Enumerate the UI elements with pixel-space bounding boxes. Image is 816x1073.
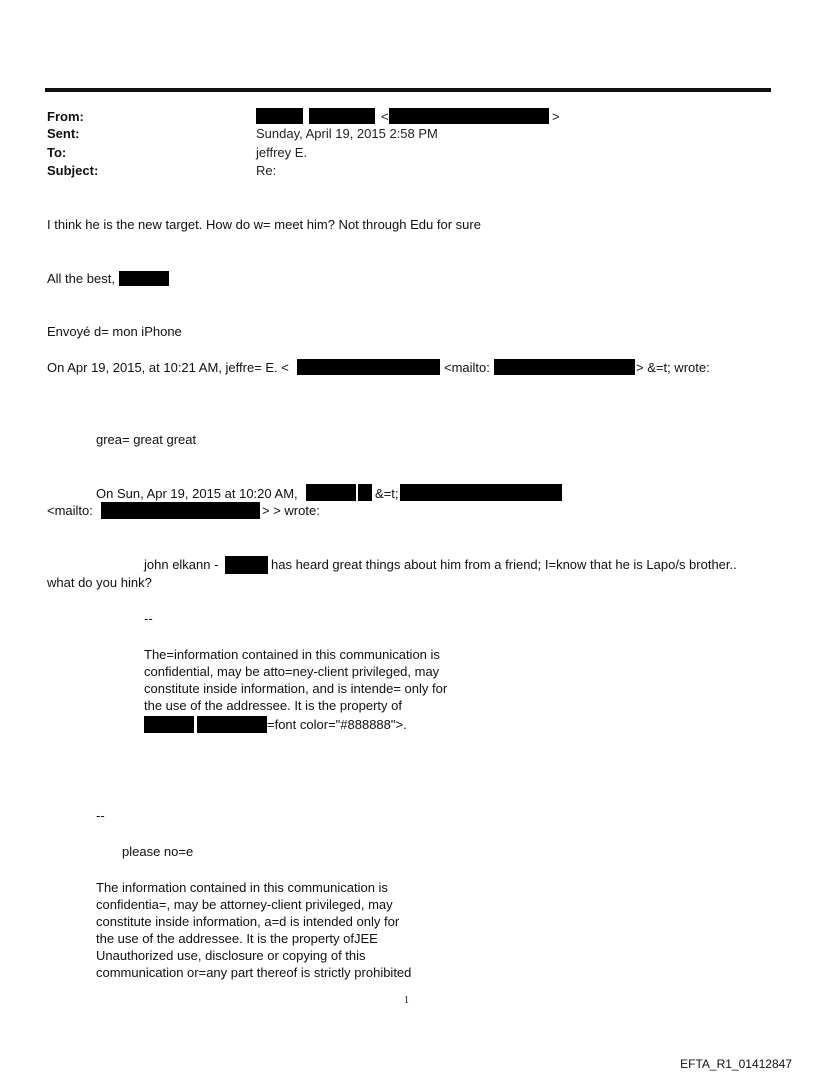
on-sun-amp: &=t; [375, 486, 399, 501]
separator-dash: -- [144, 611, 153, 626]
mailto2-suffix: > > wrote: [262, 503, 320, 518]
on-apr-mailto: <mailto: [444, 360, 490, 375]
redaction-block [256, 108, 303, 124]
john-suffix: has heard great things about him from a friend; I=know that he is Lapo/s brother.. [271, 557, 737, 572]
body-line-1: I think he is the new target. How do w= meet him? Not through Edu for sure [47, 217, 481, 232]
from-lt: < [381, 109, 389, 124]
separator-dash: -- [96, 808, 105, 823]
confidentiality-line: confidential, may be atto=ney-client privileged, may [144, 664, 440, 679]
subject-value: Re: [256, 163, 277, 178]
confidentiality-line: constitute inside information, and is intende= only for [144, 681, 448, 696]
confidentiality-line: confidentia=, may be attorney-client privileged, may [96, 897, 393, 912]
please-note: please no=e [122, 844, 194, 859]
john-line-2: what do you hink? [47, 575, 152, 590]
confidentiality-line: constitute inside information, a=d is intended only for [96, 914, 400, 929]
great-line: grea= great great [96, 432, 197, 447]
sent-value: Sunday, April 19, 2015 2:58 PM [256, 126, 438, 141]
redaction-block [144, 716, 194, 733]
redaction-block [400, 484, 562, 501]
confidentiality-line: Unauthorized use, disclosure or copying of this [96, 948, 366, 963]
from-label: From: [47, 109, 84, 124]
redaction-block [494, 359, 635, 375]
on-sun-prefix: On Sun, Apr 19, 2015 at 10:20 AM, [96, 486, 298, 501]
confidentiality-line: the use of the addressee. It is the property of [144, 698, 402, 713]
confidentiality-line: the use of the addressee. It is the property ofJEE [96, 931, 378, 946]
redaction-block [309, 108, 375, 124]
redaction-block [306, 484, 356, 501]
john-prefix: john elkann - [144, 557, 219, 572]
on-apr-suffix: > &=t; wrote: [636, 360, 710, 375]
redaction-block [119, 271, 169, 286]
header-rule [45, 88, 771, 92]
font-color-artifact: =font color="#888888">. [267, 717, 407, 732]
mailto2-prefix: <mailto: [47, 503, 93, 518]
confidentiality-line: The=information contained in this communication is [144, 647, 440, 662]
envoye-line: Envoyé d= mon iPhone [47, 324, 182, 339]
redaction-block [358, 484, 372, 501]
redaction-block [297, 359, 440, 375]
confidentiality-line: communication or=any part thereof is strictly prohibited [96, 965, 412, 980]
redaction-block [101, 502, 260, 519]
redaction-block [225, 556, 268, 574]
confidentiality-notice-2 [96, 879, 411, 981]
redaction-block [389, 108, 549, 124]
regards-line [47, 271, 169, 286]
regards-text: All the best, [47, 271, 115, 286]
subject-label: Subject: [47, 163, 99, 178]
on-apr-prefix: On Apr 19, 2015, at 10:21 AM, jeffre= E. < [47, 360, 289, 375]
sent-label: Sent: [47, 126, 80, 141]
from-gt: > [552, 109, 560, 124]
document-id: EFTA_R1_01412847 [680, 1057, 792, 1071]
redaction-block [197, 716, 267, 733]
confidentiality-notice-1 [144, 646, 447, 714]
page-number: 1 [404, 995, 409, 1006]
to-label: To: [47, 145, 67, 160]
to-value: jeffrey E. [256, 145, 308, 160]
confidentiality-line: The information contained in this communication is [96, 880, 388, 895]
